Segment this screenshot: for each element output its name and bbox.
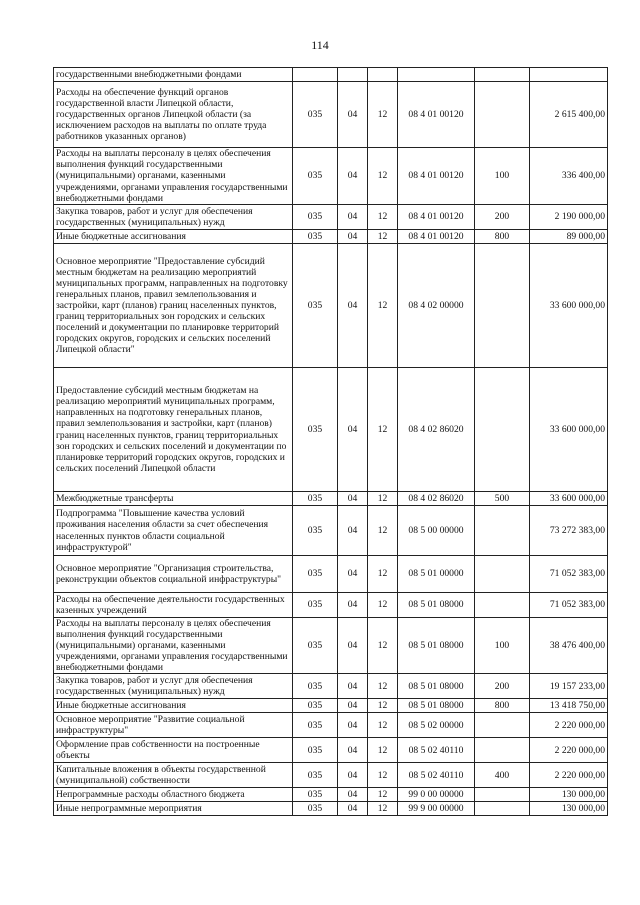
row-name-cell: Расходы на обеспечение деятельности государственных казенных учреждений xyxy=(54,593,293,618)
row-name-cell: Расходы на выплаты персоналу в целях обеспечения выполнения функций государственными (муниципальными) органами, казенными учреждениями, органами управления государственными внебюджетными фондами xyxy=(54,618,293,674)
row-sum-cell: 336 400,00 xyxy=(530,148,608,205)
row-section-cell: 04 xyxy=(338,244,368,368)
row-subsection-cell: 12 xyxy=(368,618,398,674)
row-section-cell: 04 xyxy=(338,593,368,618)
row-subsection-cell: 12 xyxy=(368,230,398,244)
row-section-cell: 04 xyxy=(338,802,368,816)
row-expense-type-cell xyxy=(475,506,530,556)
row-expense-type-cell xyxy=(475,802,530,816)
table-row xyxy=(54,713,608,738)
table-row xyxy=(54,205,608,230)
table-row xyxy=(54,506,608,556)
row-section-cell: 04 xyxy=(338,788,368,802)
row-target-code-cell: 08 4 01 00120 xyxy=(398,148,475,205)
row-section-cell: 04 xyxy=(338,492,368,506)
row-target-code-cell: 08 5 02 40110 xyxy=(398,738,475,763)
row-subsection-cell: 12 xyxy=(368,593,398,618)
row-name-cell: Закупка товаров, работ и услуг для обеспечения государственных (муниципальных) нужд xyxy=(54,205,293,230)
row-subsection-cell: 12 xyxy=(368,506,398,556)
row-subsection-cell: 12 xyxy=(368,244,398,368)
row-target-code-cell: 08 4 02 00000 xyxy=(398,244,475,368)
row-sum-cell: 2 615 400,00 xyxy=(530,82,608,148)
row-name-cell: Непрограммные расходы областного бюджета xyxy=(54,788,293,802)
row-section-cell: 04 xyxy=(338,699,368,713)
row-expense-type-cell xyxy=(475,68,530,82)
row-name-cell: Иные непрограммные мероприятия xyxy=(54,802,293,816)
row-target-code-cell: 99 9 00 00000 xyxy=(398,802,475,816)
table-row xyxy=(54,492,608,506)
table-row xyxy=(54,368,608,492)
table-row xyxy=(54,244,608,368)
row-admin-code-cell: 035 xyxy=(293,593,338,618)
row-target-code-cell xyxy=(398,68,475,82)
row-name-cell: Иные бюджетные ассигнования xyxy=(54,230,293,244)
row-sum-cell: 2 190 000,00 xyxy=(530,205,608,230)
row-target-code-cell: 99 0 00 00000 xyxy=(398,788,475,802)
row-section-cell: 04 xyxy=(338,506,368,556)
table-row xyxy=(54,230,608,244)
row-subsection-cell: 12 xyxy=(368,699,398,713)
row-admin-code-cell: 035 xyxy=(293,738,338,763)
row-sum-cell: 130 000,00 xyxy=(530,788,608,802)
row-section-cell: 04 xyxy=(338,556,368,593)
row-name-cell: Расходы на выплаты персоналу в целях обеспечения выполнения функций государственными (муниципальными) органами, казенными учреждениями, органами управления государственными внебюджетными фондами xyxy=(54,148,293,205)
row-admin-code-cell: 035 xyxy=(293,556,338,593)
row-sum-cell: 38 476 400,00 xyxy=(530,618,608,674)
row-admin-code-cell: 035 xyxy=(293,148,338,205)
table-row xyxy=(54,763,608,788)
table-row xyxy=(54,699,608,713)
row-target-code-cell: 08 5 00 00000 xyxy=(398,506,475,556)
row-admin-code-cell: 035 xyxy=(293,368,338,492)
row-target-code-cell: 08 4 02 86020 xyxy=(398,492,475,506)
row-sum-cell: 33 600 000,00 xyxy=(530,368,608,492)
row-admin-code-cell: 035 xyxy=(293,802,338,816)
row-expense-type-cell: 400 xyxy=(475,763,530,788)
row-sum-cell: 33 600 000,00 xyxy=(530,492,608,506)
row-name-cell: Межбюджетные трансферты xyxy=(54,492,293,506)
row-section-cell xyxy=(338,68,368,82)
row-target-code-cell: 08 4 02 86020 xyxy=(398,368,475,492)
row-name-cell: Основное мероприятие "Предоставление субсидий местным бюджетам на реализацию мероприятий муниципальных программ, направленных на подготовку генеральных планов, правил землепользования и застройки, карт (планов) границ населенных пунктов, границ территориальных зон городских и сельских поселений и документации по планировке территорий городских округов, городских и сельских поселений Липецкой области" xyxy=(54,244,293,368)
budget-table xyxy=(53,67,608,816)
table-row xyxy=(54,593,608,618)
budget-table-body xyxy=(54,68,608,816)
row-expense-type-cell xyxy=(475,713,530,738)
row-target-code-cell: 08 5 01 08000 xyxy=(398,618,475,674)
row-target-code-cell: 08 5 01 08000 xyxy=(398,593,475,618)
row-expense-type-cell xyxy=(475,788,530,802)
row-target-code-cell: 08 5 02 00000 xyxy=(398,713,475,738)
row-expense-type-cell: 500 xyxy=(475,492,530,506)
row-subsection-cell: 12 xyxy=(368,205,398,230)
row-sum-cell: 71 052 383,00 xyxy=(530,556,608,593)
row-admin-code-cell: 035 xyxy=(293,788,338,802)
row-expense-type-cell: 800 xyxy=(475,230,530,244)
table-row xyxy=(54,788,608,802)
table-row xyxy=(54,618,608,674)
row-admin-code-cell: 035 xyxy=(293,82,338,148)
row-admin-code-cell: 035 xyxy=(293,674,338,699)
row-subsection-cell: 12 xyxy=(368,556,398,593)
row-sum-cell: 2 220 000,00 xyxy=(530,763,608,788)
row-expense-type-cell xyxy=(475,593,530,618)
row-admin-code-cell: 035 xyxy=(293,205,338,230)
row-subsection-cell: 12 xyxy=(368,82,398,148)
row-expense-type-cell: 100 xyxy=(475,148,530,205)
row-admin-code-cell: 035 xyxy=(293,244,338,368)
row-target-code-cell: 08 5 01 08000 xyxy=(398,699,475,713)
row-name-cell: Основное мероприятие "Организация строительства, реконструкции объектов социальной инфраструктуры" xyxy=(54,556,293,593)
row-section-cell: 04 xyxy=(338,148,368,205)
row-sum-cell: 89 000,00 xyxy=(530,230,608,244)
row-subsection-cell: 12 xyxy=(368,368,398,492)
row-sum-cell: 33 600 000,00 xyxy=(530,244,608,368)
row-name-cell: Расходы на обеспечение функций органов государственной власти Липецкой области, государственных органов Липецкой области (за исключением расходов на выплаты по оплате труда работников указанных органов) xyxy=(54,82,293,148)
row-section-cell: 04 xyxy=(338,230,368,244)
row-target-code-cell: 08 4 01 00120 xyxy=(398,230,475,244)
row-name-cell: Предоставление субсидий местным бюджетам на реализацию мероприятий муниципальных программ, направленных на подготовку генеральных планов, правил землепользования и застройки, карт (планов) границ населенных пунктов, границ территориальных зон городских и сельских поселений и документации по планировке территорий городских округов, городских и сельских поселений Липецкой области xyxy=(54,368,293,492)
row-target-code-cell: 08 4 01 00120 xyxy=(398,82,475,148)
row-name-cell: Подпрограмма "Повышение качества условий проживания населения области за счет обеспечения населенных пунктов области социальной инфраструктурой" xyxy=(54,506,293,556)
row-target-code-cell: 08 5 01 08000 xyxy=(398,674,475,699)
row-section-cell: 04 xyxy=(338,738,368,763)
row-expense-type-cell: 200 xyxy=(475,674,530,699)
row-name-cell: Иные бюджетные ассигнования xyxy=(54,699,293,713)
row-sum-cell: 2 220 000,00 xyxy=(530,713,608,738)
row-admin-code-cell: 035 xyxy=(293,506,338,556)
row-target-code-cell: 08 5 02 40110 xyxy=(398,763,475,788)
row-expense-type-cell xyxy=(475,556,530,593)
row-expense-type-cell xyxy=(475,738,530,763)
row-expense-type-cell xyxy=(475,244,530,368)
row-subsection-cell: 12 xyxy=(368,148,398,205)
row-subsection-cell: 12 xyxy=(368,763,398,788)
row-target-code-cell: 08 4 01 00120 xyxy=(398,205,475,230)
table-row xyxy=(54,148,608,205)
row-admin-code-cell: 035 xyxy=(293,230,338,244)
row-section-cell: 04 xyxy=(338,82,368,148)
row-name-cell: Капитальные вложения в объекты государственной (муниципальной) собственности xyxy=(54,763,293,788)
row-subsection-cell: 12 xyxy=(368,738,398,763)
row-subsection-cell: 12 xyxy=(368,713,398,738)
row-subsection-cell xyxy=(368,68,398,82)
row-subsection-cell: 12 xyxy=(368,802,398,816)
row-expense-type-cell: 100 xyxy=(475,618,530,674)
row-sum-cell: 73 272 383,00 xyxy=(530,506,608,556)
row-sum-cell xyxy=(530,68,608,82)
row-admin-code-cell: 035 xyxy=(293,492,338,506)
table-row xyxy=(54,68,608,82)
row-subsection-cell: 12 xyxy=(368,492,398,506)
row-subsection-cell: 12 xyxy=(368,788,398,802)
table-row xyxy=(54,674,608,699)
row-expense-type-cell xyxy=(475,82,530,148)
row-section-cell: 04 xyxy=(338,205,368,230)
row-section-cell: 04 xyxy=(338,713,368,738)
page-number: 114 xyxy=(311,38,329,52)
row-sum-cell: 2 220 000,00 xyxy=(530,738,608,763)
row-expense-type-cell: 200 xyxy=(475,205,530,230)
row-sum-cell: 71 052 383,00 xyxy=(530,593,608,618)
table-row xyxy=(54,738,608,763)
row-sum-cell: 130 000,00 xyxy=(530,802,608,816)
row-target-code-cell: 08 5 01 00000 xyxy=(398,556,475,593)
row-section-cell: 04 xyxy=(338,763,368,788)
row-name-cell: Основное мероприятие "Развитие социальной инфраструктуры" xyxy=(54,713,293,738)
row-sum-cell: 19 157 233,00 xyxy=(530,674,608,699)
row-expense-type-cell xyxy=(475,368,530,492)
row-section-cell: 04 xyxy=(338,618,368,674)
table-row xyxy=(54,556,608,593)
row-admin-code-cell xyxy=(293,68,338,82)
row-expense-type-cell: 800 xyxy=(475,699,530,713)
table-row xyxy=(54,82,608,148)
row-admin-code-cell: 035 xyxy=(293,713,338,738)
row-subsection-cell: 12 xyxy=(368,674,398,699)
row-name-cell: государственными внебюджетными фондами xyxy=(54,68,293,82)
row-section-cell: 04 xyxy=(338,674,368,699)
row-admin-code-cell: 035 xyxy=(293,618,338,674)
table-row xyxy=(54,802,608,816)
row-name-cell: Закупка товаров, работ и услуг для обеспечения государственных (муниципальных) нужд xyxy=(54,674,293,699)
row-name-cell: Оформление прав собственности на построенные объекты xyxy=(54,738,293,763)
row-admin-code-cell: 035 xyxy=(293,763,338,788)
row-section-cell: 04 xyxy=(338,368,368,492)
row-admin-code-cell: 035 xyxy=(293,699,338,713)
row-sum-cell: 13 418 750,00 xyxy=(530,699,608,713)
